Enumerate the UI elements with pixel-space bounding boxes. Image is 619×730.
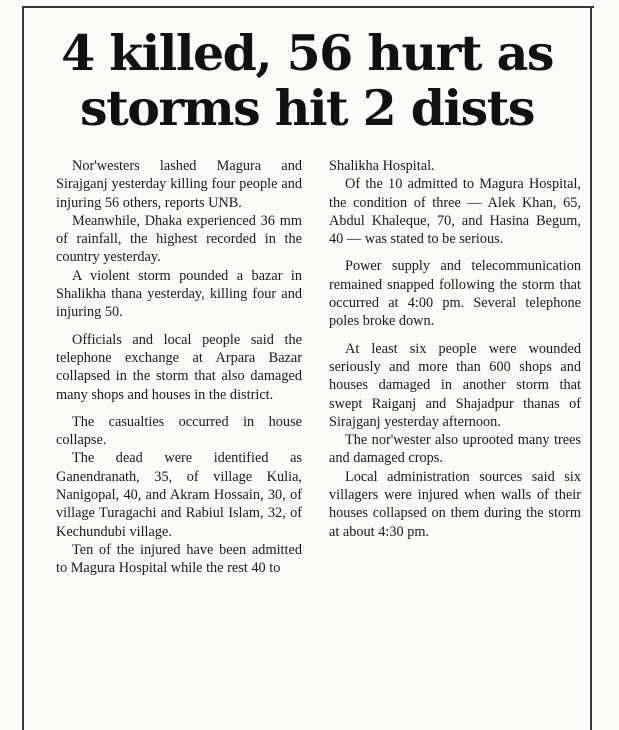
paragraph: Meanwhile, Dhaka experienced 36 mm of rainfall, the highest recorded in the country yesterday. bbox=[56, 212, 302, 266]
article-column-left bbox=[56, 157, 302, 578]
paragraph: At least six people were wounded seriously and more than 600 shops and houses damaged in another storm that swept Raiganj and Shajadpur thanas of Sirajganj yesterday afternoon. bbox=[329, 340, 581, 430]
top-clipped-text bbox=[22, 0, 594, 4]
left-border-rule bbox=[22, 6, 24, 730]
paragraph: Nor'westers lashed Magura and Sirajganj yesterday killing four people and injuring 56 others, reports UNB. bbox=[56, 158, 302, 211]
top-border-rule bbox=[22, 6, 594, 8]
headline bbox=[26, 26, 588, 136]
paragraph: Shalikha Hospital. bbox=[329, 158, 435, 174]
headline-line-1: 4 killed, 56 hurt as bbox=[61, 24, 553, 82]
paragraph: Power supply and telecommunication remained snapped following the storm that occurred at 4:00 pm. Several telephone poles broke down. bbox=[329, 258, 581, 330]
paragraph: The casualties occurred in house collapse. bbox=[56, 413, 302, 449]
paragraph: The nor'wester also uprooted many trees and damaged crops. bbox=[329, 432, 581, 467]
article-column-right bbox=[329, 157, 581, 541]
paragraph: A violent storm pounded a bazar in Shalikha thana yesterday, killing four and injuring 50. bbox=[56, 267, 302, 321]
headline-line-2: storms hit 2 dists bbox=[80, 79, 534, 137]
paragraph: Of the 10 admitted to Magura Hospital, the condition of three — Alek Khan, 65, Abdul Khaleque, 70, and Hasina Begum, 40 — was stated to be serious. bbox=[329, 176, 581, 248]
paragraph: The dead were identified as Ganendranath, 35, of village Kulia, Nanigopal, 40, and Akram Hossain, 30, of village Turagachi and Rabiul Islam, 32, of Kechundubi village. bbox=[56, 450, 302, 540]
paragraph: Officials and local people said the telephone exchange at Arpara Bazar collapsed in the storm that also damaged many shops and houses in the district. bbox=[56, 331, 302, 403]
paragraph: Local administration sources said six villagers were injured when walls of their houses collapsed on them during the storm at about 4:30 pm. bbox=[329, 468, 581, 540]
paragraph: Ten of the injured have been admitted to Magura Hospital while the rest 40 to bbox=[56, 541, 302, 577]
right-border-rule bbox=[590, 6, 592, 730]
